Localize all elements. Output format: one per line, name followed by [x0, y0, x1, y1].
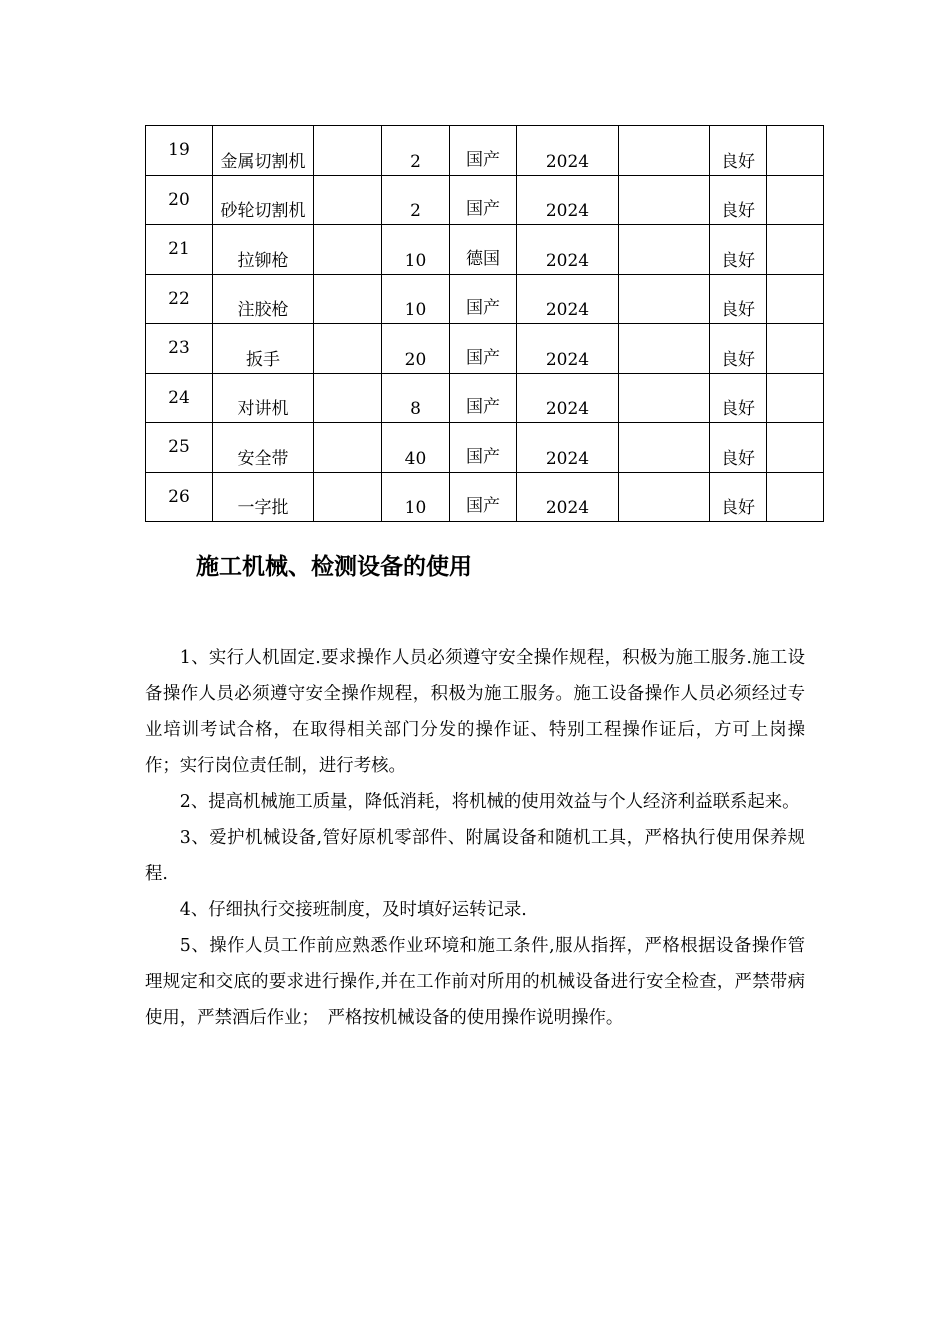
- quantity: 2: [382, 175, 450, 225]
- year: 2024: [517, 175, 619, 225]
- year: 2024: [517, 324, 619, 374]
- origin: 国产: [450, 175, 517, 225]
- table-row: [146, 373, 824, 423]
- year: 2024: [517, 274, 619, 324]
- origin: 国产: [450, 324, 517, 374]
- quantity: 10: [382, 274, 450, 324]
- equipment-table: [145, 125, 824, 522]
- blank-cell: [619, 225, 710, 275]
- table-row: [146, 274, 824, 324]
- blank-cell: [619, 324, 710, 374]
- origin: 德国: [450, 225, 517, 275]
- condition: 良好: [710, 472, 767, 522]
- paragraph: 3、爱护机械设备,管好原机零部件、附属设备和随机工具，严格执行使用保养规程.: [145, 828, 805, 884]
- table-row: [146, 126, 824, 176]
- blank-cell: [314, 472, 382, 522]
- paragraph: 4、仔细执行交接班制度，及时填好运转记录.: [179, 900, 527, 920]
- row-number: 19: [146, 126, 213, 176]
- year: 2024: [517, 126, 619, 176]
- blank-cell: [619, 472, 710, 522]
- year: 2024: [517, 423, 619, 473]
- condition: 良好: [710, 423, 767, 473]
- blank-cell: [767, 423, 824, 473]
- condition: 良好: [710, 126, 767, 176]
- quantity: 20: [382, 324, 450, 374]
- row-number: 22: [146, 274, 213, 324]
- origin: 国产: [450, 423, 517, 473]
- equipment-name: 对讲机: [213, 373, 314, 423]
- blank-cell: [767, 274, 824, 324]
- paragraph: 1、实行人机固定.要求操作人员必须遵守安全操作规程，积极为施工服务.施工设备操作人员必须遵守安全操作规程，积极为施工服务。施工设备操作人员必须经过专业培训考试合格，在取得相关部门分发的操作证、特别工程操作证后，方可上岗操作；实行岗位责任制，进行考核。: [145, 648, 805, 776]
- quantity: 40: [382, 423, 450, 473]
- quantity: 10: [382, 472, 450, 522]
- table-row: [146, 423, 824, 473]
- table-row: [146, 225, 824, 275]
- blank-cell: [314, 274, 382, 324]
- condition: 良好: [710, 225, 767, 275]
- blank-cell: [619, 274, 710, 324]
- quantity: 10: [382, 225, 450, 275]
- table-row: [146, 324, 824, 374]
- blank-cell: [314, 225, 382, 275]
- equipment-name: 扳手: [213, 324, 314, 374]
- blank-cell: [767, 472, 824, 522]
- blank-cell: [767, 324, 824, 374]
- table-row: [146, 472, 824, 522]
- row-number: 21: [146, 225, 213, 275]
- paragraph: 2、提高机械施工质量，降低消耗，将机械的使用效益与个人经济利益联系起来。: [179, 792, 800, 812]
- condition: 良好: [710, 324, 767, 374]
- blank-cell: [767, 225, 824, 275]
- paragraph: 5、操作人员工作前应熟悉作业环境和施工条件,服从指挥，严格根据设备操作管理规定和交底的要求进行操作,并在工作前对所用的机械设备进行安全检查，严禁带病使用，严禁酒后作业； 严格按机械设备的使用操作说明操作。: [145, 936, 805, 1028]
- row-number: 25: [146, 423, 213, 473]
- year: 2024: [517, 225, 619, 275]
- row-number: 20: [146, 175, 213, 225]
- row-number: 26: [146, 472, 213, 522]
- blank-cell: [767, 126, 824, 176]
- blank-cell: [619, 175, 710, 225]
- blank-cell: [767, 175, 824, 225]
- quantity: 8: [382, 373, 450, 423]
- origin: 国产: [450, 126, 517, 176]
- origin: 国产: [450, 373, 517, 423]
- equipment-name: 砂轮切割机: [213, 175, 314, 225]
- blank-cell: [619, 126, 710, 176]
- section-body: [145, 640, 805, 1036]
- blank-cell: [314, 423, 382, 473]
- blank-cell: [314, 324, 382, 374]
- quantity: 2: [382, 126, 450, 176]
- blank-cell: [314, 373, 382, 423]
- blank-cell: [619, 423, 710, 473]
- table-row: [146, 175, 824, 225]
- year: 2024: [517, 472, 619, 522]
- origin: 国产: [450, 274, 517, 324]
- row-number: 24: [146, 373, 213, 423]
- equipment-name: 拉铆枪: [213, 225, 314, 275]
- origin: 国产: [450, 472, 517, 522]
- blank-cell: [314, 175, 382, 225]
- row-number: 23: [146, 324, 213, 374]
- equipment-name: 注胶枪: [213, 274, 314, 324]
- condition: 良好: [710, 373, 767, 423]
- section-title: 施工机械、检测设备的使用: [196, 554, 472, 580]
- condition: 良好: [710, 274, 767, 324]
- blank-cell: [314, 126, 382, 176]
- year: 2024: [517, 373, 619, 423]
- blank-cell: [619, 373, 710, 423]
- equipment-name: 一字批: [213, 472, 314, 522]
- blank-cell: [767, 373, 824, 423]
- condition: 良好: [710, 175, 767, 225]
- equipment-name: 金属切割机: [213, 126, 314, 176]
- equipment-name: 安全带: [213, 423, 314, 473]
